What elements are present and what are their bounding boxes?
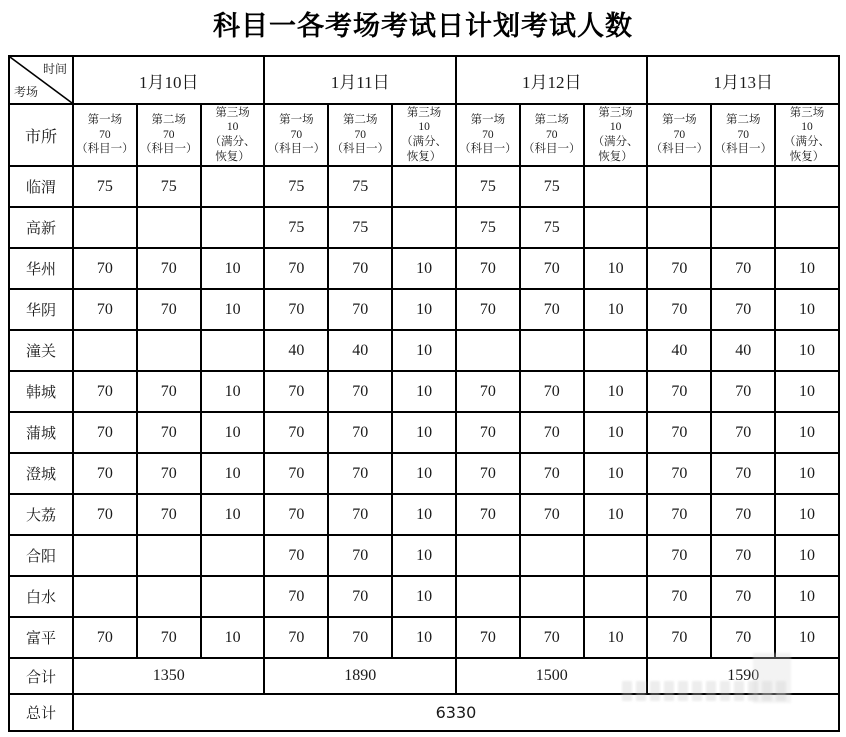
value-cell: 10 bbox=[775, 453, 839, 494]
value-cell: 70 bbox=[328, 617, 392, 658]
value-cell bbox=[201, 576, 265, 617]
value-cell: 10 bbox=[775, 248, 839, 289]
value-cell: 75 bbox=[137, 166, 201, 207]
value-cell: 70 bbox=[73, 248, 137, 289]
value-cell: 10 bbox=[775, 412, 839, 453]
value-cell: 75 bbox=[520, 207, 584, 248]
value-cell: 10 bbox=[775, 617, 839, 658]
value-cell: 75 bbox=[264, 166, 328, 207]
page-title: 科目一各考场考试日计划考试人数 bbox=[213, 11, 633, 42]
value-cell: 10 bbox=[392, 289, 456, 330]
value-cell: 70 bbox=[137, 453, 201, 494]
subtotal-row bbox=[9, 658, 839, 694]
value-cell bbox=[584, 330, 648, 371]
date-header-row bbox=[9, 56, 839, 104]
value-cell: 10 bbox=[775, 535, 839, 576]
session-header-cell: 第二场 70 （科目一） bbox=[711, 104, 775, 166]
value-cell: 70 bbox=[647, 248, 711, 289]
value-cell: 10 bbox=[201, 453, 265, 494]
table-row bbox=[9, 330, 839, 371]
value-cell: 70 bbox=[328, 494, 392, 535]
date-header: 1月10日 bbox=[73, 56, 264, 104]
value-cell: 70 bbox=[264, 248, 328, 289]
value-cell: 70 bbox=[137, 494, 201, 535]
value-cell: 10 bbox=[201, 617, 265, 658]
value-cell: 70 bbox=[711, 494, 775, 535]
venue-cell: 蒲城 bbox=[9, 412, 73, 453]
value-cell: 75 bbox=[520, 166, 584, 207]
value-cell: 70 bbox=[137, 289, 201, 330]
value-cell: 70 bbox=[520, 412, 584, 453]
venue-cell: 大荔 bbox=[9, 494, 73, 535]
venue-cell: 华州 bbox=[9, 248, 73, 289]
value-cell: 10 bbox=[392, 248, 456, 289]
venue-cell: 澄城 bbox=[9, 453, 73, 494]
value-cell: 70 bbox=[328, 248, 392, 289]
value-cell bbox=[456, 535, 520, 576]
venue-cell: 临渭 bbox=[9, 166, 73, 207]
corner-label-time: 时间 bbox=[42, 62, 67, 76]
value-cell: 10 bbox=[201, 412, 265, 453]
session-header-row bbox=[9, 104, 839, 166]
value-cell: 70 bbox=[456, 289, 520, 330]
value-cell: 70 bbox=[264, 535, 328, 576]
subtotal-cell: 1890 bbox=[264, 658, 456, 694]
value-cell: 10 bbox=[584, 248, 648, 289]
value-cell bbox=[137, 330, 201, 371]
total-value-cell: 6330 bbox=[73, 694, 839, 731]
value-cell: 70 bbox=[647, 371, 711, 412]
value-cell: 10 bbox=[201, 494, 265, 535]
session-header-cell: 第一场 70 （科目一） bbox=[73, 104, 137, 166]
value-cell bbox=[456, 330, 520, 371]
subtotal-label: 合计 bbox=[9, 658, 73, 694]
value-cell bbox=[392, 207, 456, 248]
value-cell: 75 bbox=[456, 207, 520, 248]
session-header-cell: 第三场 10 （满分、 恢复） bbox=[775, 104, 839, 166]
value-cell: 70 bbox=[264, 289, 328, 330]
session-header-cell: 第三场 10 （满分、 恢复） bbox=[392, 104, 456, 166]
venue-cell: 潼关 bbox=[9, 330, 73, 371]
value-cell: 70 bbox=[711, 617, 775, 658]
value-cell: 70 bbox=[264, 494, 328, 535]
value-cell bbox=[520, 535, 584, 576]
value-cell: 70 bbox=[73, 617, 137, 658]
value-cell: 70 bbox=[711, 576, 775, 617]
value-cell: 75 bbox=[73, 166, 137, 207]
value-cell bbox=[584, 576, 648, 617]
table-row bbox=[9, 371, 839, 412]
table-row bbox=[9, 248, 839, 289]
value-cell: 10 bbox=[392, 617, 456, 658]
total-label: 总计 bbox=[9, 694, 73, 731]
session-header-cell: 第一场 70 （科目一） bbox=[456, 104, 520, 166]
value-cell: 70 bbox=[328, 412, 392, 453]
value-cell: 70 bbox=[647, 494, 711, 535]
value-cell: 10 bbox=[584, 453, 648, 494]
row-header-label: 市所 bbox=[9, 104, 73, 166]
table-row bbox=[9, 617, 839, 658]
value-cell: 70 bbox=[711, 289, 775, 330]
table-row bbox=[9, 166, 839, 207]
date-header: 1月12日 bbox=[456, 56, 647, 104]
value-cell: 75 bbox=[456, 166, 520, 207]
table-row bbox=[9, 412, 839, 453]
session-header-cell: 第一场 70 （科目一） bbox=[264, 104, 328, 166]
value-cell bbox=[73, 535, 137, 576]
subtotal-cell: 1350 bbox=[73, 658, 264, 694]
venue-cell: 白水 bbox=[9, 576, 73, 617]
value-cell: 70 bbox=[520, 617, 584, 658]
value-cell: 70 bbox=[328, 289, 392, 330]
value-cell: 10 bbox=[392, 494, 456, 535]
session-header-cell: 第一场 70 （科目一） bbox=[647, 104, 711, 166]
value-cell: 10 bbox=[392, 453, 456, 494]
table-row bbox=[9, 494, 839, 535]
session-header-cell: 第三场 10 （满分、 恢复） bbox=[584, 104, 648, 166]
value-cell: 70 bbox=[328, 535, 392, 576]
value-cell: 70 bbox=[520, 453, 584, 494]
value-cell: 70 bbox=[328, 453, 392, 494]
value-cell bbox=[775, 166, 839, 207]
value-cell: 10 bbox=[392, 330, 456, 371]
total-row bbox=[9, 694, 839, 731]
value-cell: 70 bbox=[456, 453, 520, 494]
value-cell: 70 bbox=[711, 453, 775, 494]
value-cell: 70 bbox=[456, 617, 520, 658]
value-cell: 70 bbox=[456, 371, 520, 412]
value-cell: 75 bbox=[328, 166, 392, 207]
value-cell: 10 bbox=[775, 576, 839, 617]
corner-label-venue: 考场 bbox=[14, 85, 39, 99]
venue-cell: 韩城 bbox=[9, 371, 73, 412]
value-cell: 10 bbox=[201, 371, 265, 412]
value-cell: 40 bbox=[647, 330, 711, 371]
value-cell: 70 bbox=[647, 289, 711, 330]
exam-schedule-table bbox=[8, 55, 840, 732]
value-cell: 70 bbox=[647, 617, 711, 658]
value-cell: 75 bbox=[264, 207, 328, 248]
value-cell bbox=[201, 207, 265, 248]
session-header-cell: 第二场 70 （科目一） bbox=[137, 104, 201, 166]
value-cell: 70 bbox=[328, 576, 392, 617]
value-cell: 70 bbox=[137, 617, 201, 658]
value-cell bbox=[137, 535, 201, 576]
value-cell: 70 bbox=[137, 412, 201, 453]
value-cell: 40 bbox=[264, 330, 328, 371]
value-cell: 70 bbox=[73, 494, 137, 535]
value-cell: 10 bbox=[584, 412, 648, 453]
table-row bbox=[9, 207, 839, 248]
value-cell: 70 bbox=[264, 412, 328, 453]
venue-cell: 华阴 bbox=[9, 289, 73, 330]
value-cell: 70 bbox=[328, 371, 392, 412]
session-header-cell: 第二场 70 （科目一） bbox=[328, 104, 392, 166]
value-cell bbox=[775, 207, 839, 248]
value-cell bbox=[201, 330, 265, 371]
session-header-cell: 第三场 10 （满分、 恢复） bbox=[201, 104, 265, 166]
value-cell: 70 bbox=[264, 453, 328, 494]
value-cell: 10 bbox=[584, 371, 648, 412]
value-cell bbox=[584, 535, 648, 576]
table-row bbox=[9, 453, 839, 494]
value-cell bbox=[711, 166, 775, 207]
venue-cell: 富平 bbox=[9, 617, 73, 658]
value-cell: 70 bbox=[73, 453, 137, 494]
value-cell: 70 bbox=[647, 412, 711, 453]
venue-cell: 高新 bbox=[9, 207, 73, 248]
value-cell: 10 bbox=[392, 412, 456, 453]
value-cell bbox=[73, 330, 137, 371]
value-cell: 70 bbox=[647, 453, 711, 494]
session-header-cell: 第二场 70 （科目一） bbox=[520, 104, 584, 166]
value-cell: 70 bbox=[456, 412, 520, 453]
value-cell: 10 bbox=[584, 289, 648, 330]
corner-diagonal-cell bbox=[9, 56, 73, 104]
value-cell: 70 bbox=[137, 248, 201, 289]
value-cell: 70 bbox=[711, 248, 775, 289]
value-cell bbox=[73, 207, 137, 248]
value-cell bbox=[73, 576, 137, 617]
value-cell bbox=[137, 576, 201, 617]
value-cell: 70 bbox=[137, 371, 201, 412]
value-cell: 40 bbox=[328, 330, 392, 371]
value-cell: 10 bbox=[584, 617, 648, 658]
value-cell bbox=[456, 576, 520, 617]
value-cell: 10 bbox=[392, 576, 456, 617]
value-cell bbox=[711, 207, 775, 248]
value-cell: 10 bbox=[392, 535, 456, 576]
date-header: 1月11日 bbox=[264, 56, 456, 104]
date-header: 1月13日 bbox=[647, 56, 838, 104]
value-cell: 70 bbox=[711, 535, 775, 576]
value-cell: 70 bbox=[264, 371, 328, 412]
value-cell bbox=[520, 330, 584, 371]
value-cell bbox=[392, 166, 456, 207]
subtotal-cell: 1500 bbox=[456, 658, 647, 694]
value-cell bbox=[647, 207, 711, 248]
value-cell: 70 bbox=[73, 412, 137, 453]
value-cell: 70 bbox=[647, 535, 711, 576]
value-cell: 70 bbox=[73, 371, 137, 412]
table-row bbox=[9, 535, 839, 576]
value-cell: 70 bbox=[264, 617, 328, 658]
value-cell: 10 bbox=[775, 289, 839, 330]
value-cell bbox=[137, 207, 201, 248]
value-cell: 70 bbox=[73, 289, 137, 330]
value-cell: 10 bbox=[775, 371, 839, 412]
value-cell: 70 bbox=[520, 289, 584, 330]
value-cell bbox=[201, 166, 265, 207]
value-cell: 70 bbox=[520, 248, 584, 289]
value-cell: 10 bbox=[584, 494, 648, 535]
value-cell bbox=[584, 207, 648, 248]
value-cell: 70 bbox=[264, 576, 328, 617]
value-cell: 70 bbox=[520, 371, 584, 412]
value-cell: 10 bbox=[201, 248, 265, 289]
value-cell: 40 bbox=[711, 330, 775, 371]
value-cell: 70 bbox=[711, 371, 775, 412]
value-cell bbox=[584, 166, 648, 207]
value-cell: 70 bbox=[711, 412, 775, 453]
value-cell: 10 bbox=[392, 371, 456, 412]
value-cell: 70 bbox=[520, 494, 584, 535]
subtotal-cell: 1590 bbox=[647, 658, 838, 694]
table-row bbox=[9, 289, 839, 330]
table-row bbox=[9, 576, 839, 617]
value-cell: 70 bbox=[456, 248, 520, 289]
value-cell: 10 bbox=[775, 494, 839, 535]
value-cell: 70 bbox=[647, 576, 711, 617]
value-cell bbox=[647, 166, 711, 207]
value-cell: 10 bbox=[775, 330, 839, 371]
value-cell bbox=[201, 535, 265, 576]
value-cell: 10 bbox=[201, 289, 265, 330]
value-cell: 70 bbox=[456, 494, 520, 535]
value-cell: 75 bbox=[328, 207, 392, 248]
venue-cell: 合阳 bbox=[9, 535, 73, 576]
value-cell bbox=[520, 576, 584, 617]
